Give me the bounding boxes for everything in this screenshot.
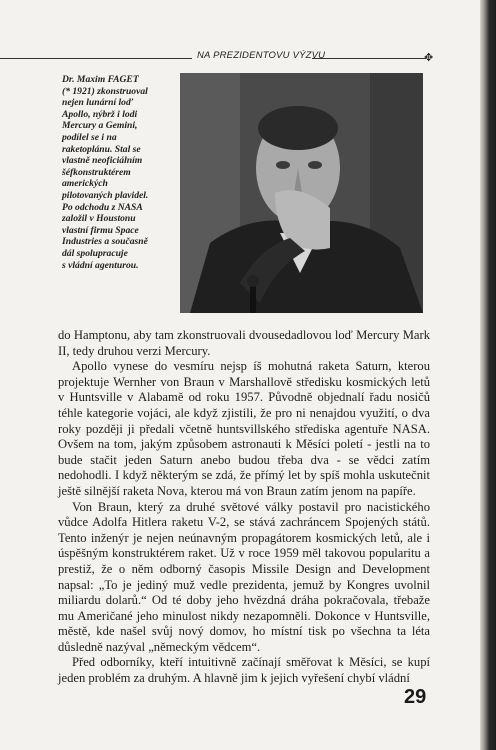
caption-line: nejen lunární loď xyxy=(62,97,134,109)
running-header-title: NA PREZIDENTOVU VÝZVU xyxy=(197,50,326,61)
caption-line: vlastně neoficiálním xyxy=(62,155,143,167)
page-number: 29 xyxy=(404,686,427,708)
caption-line: Apollo, nýbrž i lodi xyxy=(62,108,138,120)
body-paragraph: Před odborníky, kteří intuitivně začínají směřovat k Měsíci, se kupí jeden problém za druhým. A hlavně jim k jejich vyřešení chybí vládní xyxy=(58,655,430,686)
caption-line: podílel se i na xyxy=(62,131,117,143)
portrait-illustration xyxy=(180,73,423,313)
caption-line: pilotovaných plavidel. xyxy=(62,189,149,201)
caption-line: (* 1921) zkonstruoval xyxy=(62,85,148,97)
photo-caption xyxy=(62,74,174,271)
running-header xyxy=(0,50,440,66)
caption-line: s vládní agenturou. xyxy=(62,259,139,271)
header-rule-right xyxy=(312,58,426,59)
caption-line: dál spolupracuje xyxy=(62,247,128,259)
caption-line: Industries a současně xyxy=(62,236,148,248)
caption-line: Dr. Maxim FAGET xyxy=(62,74,139,85)
caption-line: Po odchodu z NASA xyxy=(62,201,143,213)
header-ornament-icon: ✥ xyxy=(424,52,434,64)
portrait-photo xyxy=(180,73,423,313)
body-paragraph: Von Braun, který za druhé světové války postavil pro nacistického vůdce Adolfa Hitlera raketu V-2, se stává zachráncem Spojených států. Tento inženýr je nejen neúnavným propagátorem kosmických letů, ale i úspěšným konstruktérem raket. Už v roce 1959 měl takovou popularitu a prestiž, že o něm odborný časopis Missile Design and Development napsal: „To je jediný muž vedle prezidenta, jemuž by Kongres uvolnil miliardu dolarů.“ Od té doby jeho hvězdná dráha pokračovala, třebaže mu Američané jeho minulost nikdy nezapomněli. Dokonce v Huntsville, městě, kde našel svůj nový domov, ho místní tisk po všechna ta léta důsledně nazýval „německým vědcem“. xyxy=(58,499,430,654)
caption-line: šéfkonstruktérem xyxy=(62,166,131,178)
caption-line: Mercury a Gemini, xyxy=(62,120,138,132)
body-text xyxy=(58,328,430,687)
caption-line: amerických xyxy=(62,178,108,190)
body-paragraph: do Hamptonu, aby tam zkonstruovali dvousedadlovou loď Mercury Mark II, tedy druhou verzi Mercury. xyxy=(58,328,430,358)
header-rule-left xyxy=(0,58,192,59)
caption-line: založil v Houstonu xyxy=(62,213,136,225)
caption-line: vlastní firmu Space xyxy=(62,224,139,236)
body-paragraph: Apollo vynese do vesmíru nejsp íš mohutná raketa Saturn, kterou projektuje Wernher von Braun v Marshallově středisku kosmických letů v Huntsville v Alabamě od roku 1957. Původně objednalí řadu nosičů téhle kategorie vojáci, ale když zjistili, že pro ni nenajdou využití, o dva roky později ji předali včetně huntsvillského střediska agentuře NASA. Ovšem na tom, jakým způsobem astronauti k Měsíci poletí - jestli na to bude stačit jeden Saturn anebo budou třeba dva - se vědci zatím nedohodli. I když některým se zdá, že přímý let by spíš mohla uskutečnit ještě silnější raketa Nova, kterou má von Braun zatím jenom na papíře. xyxy=(58,359,430,498)
caption-line: raketoplánu. Stal se xyxy=(62,143,141,155)
book-spine-edge xyxy=(480,0,496,750)
